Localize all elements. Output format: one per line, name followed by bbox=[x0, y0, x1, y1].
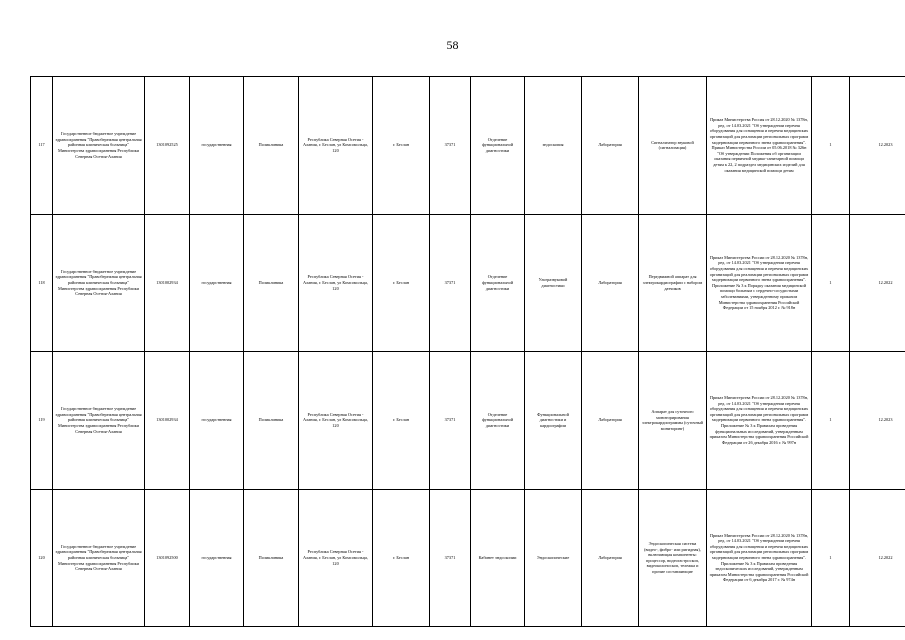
facility-type: Поликлиника bbox=[244, 352, 299, 490]
ogrn-code: 1301002934 bbox=[145, 214, 190, 352]
ownership-form: государственная bbox=[190, 214, 244, 352]
legal-basis: Приказ Министерства России от 28.12.2020 № 1378н, ред. от 14.03.2021 "Об утверждении перечня оборудования для оснащения и перечня медицинских организаций для реализации региональных программ модернизации первичного звена здравоохранения". Приложение № 3 к Правилам проведения функциональных исследований, утвержденным приказом Министерства здравоохранения Российской Федерации от 26 декабря 2016 г. № 997н bbox=[707, 352, 812, 490]
row-number: 118 bbox=[31, 214, 53, 352]
legal-basis: Приказ Министерства Россия от 28.12.2020 № 1378н, ред. от 14.03.2021 "Об утверждении перечня оборудования для оснащения и перечня медицинских организаций для реализации региональных программ модернизации первичного звена здравоохранения". Приказ Министерства России от 05.06.2018 № 326н "Об утверждении Положения об организации оказания первичной медико-санитарной помощи детям к 22, 2 подраздел медицинских изделий для оказания медицинской помощи детям bbox=[707, 77, 812, 215]
facility-type: Поликлиника bbox=[244, 77, 299, 215]
legal-basis: Приказ Министерства России от 28.12.2020 № 1378н, ред. от 14.03.2021 "Об утверждении перечня оборудования для оснащения и перечня медицинских организаций для реализации региональных программ модернизации первичного звена здравоохранения". Приложение № 3 к Порядку оказания медицинской помощи больным с сердечно-сосудистыми заболеваниями, утвержденному приказом Министерства здравоохранения Российской Федерации от 15 ноября 2012 г. № 918н bbox=[707, 214, 812, 352]
quantity: 1 bbox=[812, 352, 850, 490]
delivery-date: 12.2022 bbox=[850, 489, 905, 627]
ogrn-code: 1301092525 bbox=[145, 77, 190, 215]
organization-name: Государственное бюджетное учреждение здравоохранения "Правобережная центральная районная клиническая больница" Министерства здравоохранения Республики Северная Осетия-Алания bbox=[53, 77, 145, 215]
oktmo-code: 37371 bbox=[430, 214, 471, 352]
table-row bbox=[31, 352, 905, 490]
row-number: 120 bbox=[31, 489, 53, 627]
specialty: Эндоскопические bbox=[525, 489, 582, 627]
department: Отделение функциональной диагностики bbox=[471, 214, 525, 352]
organization-name: Государственное бюджетное учреждение здравоохранения "Правобережная центральная районная клиническая больница" Министерства здравоохранения Республики Северная Осетия-Алания bbox=[53, 352, 145, 490]
equipment-name: Сигнализатор звуковой (сигнализация) bbox=[639, 77, 707, 215]
specialty: Ультразвуковой диагностики bbox=[525, 214, 582, 352]
table-row bbox=[31, 489, 905, 627]
oktmo-code: 37371 bbox=[430, 352, 471, 490]
page-number: 58 bbox=[446, 38, 459, 52]
facility-type: Поликлиника bbox=[244, 489, 299, 627]
organization-name: Государственное бюджетное учреждение здравоохранения "Правобережная центральная районная клиническая больница" Министерства здравоохранения Республики Северная Осетия-Алания bbox=[53, 214, 145, 352]
city: г. Беслан bbox=[373, 77, 430, 215]
city: г. Беслан bbox=[373, 214, 430, 352]
facility-address: Республика Северная Осетия - Алания, г. Беслан, ул Комсомольца, 120 bbox=[299, 214, 373, 352]
quantity: 1 bbox=[812, 489, 850, 627]
department: Кабинет эндоскопии bbox=[471, 489, 525, 627]
lab-type: Лаборатория bbox=[582, 352, 639, 490]
ownership-form: государственная bbox=[190, 352, 244, 490]
lab-type: Лаборатория bbox=[582, 214, 639, 352]
ogrn-code: 1301092500 bbox=[145, 489, 190, 627]
ownership-form: государственная bbox=[190, 77, 244, 215]
equipment-name: Аппарат для суточного мониторирования электрокардиограммы (суточный мониторинг) bbox=[639, 352, 707, 490]
row-number: 117 bbox=[31, 77, 53, 215]
specialty: Функциональной диагностики и кардиографии bbox=[525, 352, 582, 490]
lab-type: Лаборатория bbox=[582, 77, 639, 215]
oktmo-code: 37371 bbox=[430, 489, 471, 627]
organization-name: Государственное бюджетное учреждение здравоохранения "Правобережная центральная районная клиническая больница" Министерства здравоохранения Республики Северная Осетия-Алания bbox=[53, 489, 145, 627]
quantity: 1 bbox=[812, 77, 850, 215]
oktmo-code: 37371 bbox=[430, 77, 471, 215]
delivery-date: 12.2023 bbox=[850, 352, 905, 490]
department: Отделение функциональной диагностики bbox=[471, 77, 525, 215]
specialty: эндоскопия bbox=[525, 77, 582, 215]
table-row bbox=[31, 77, 905, 215]
facility-address: Республика Северная Осетия - Алания, г. Беслан, ул Комсомольца, 120 bbox=[299, 352, 373, 490]
facility-type: Поликлиника bbox=[244, 214, 299, 352]
ownership-form: государственная bbox=[190, 489, 244, 627]
equipment-name: Передвижной аппарат для электрокардиографии с набором датчиков bbox=[639, 214, 707, 352]
lab-type: Лаборатория bbox=[582, 489, 639, 627]
quantity: 1 bbox=[812, 214, 850, 352]
facility-address: Республика Северная Осетия - Алания, г. Беслан, ул Комсомольца, 120 bbox=[299, 77, 373, 215]
delivery-date: 12.2022 bbox=[850, 214, 905, 352]
delivery-date: 12.2023 bbox=[850, 77, 905, 215]
ogrn-code: 1301002934 bbox=[145, 352, 190, 490]
facility-address: Республика Северная Осетия - Алания, г. Беслан, ул Комсомольца, 120 bbox=[299, 489, 373, 627]
city: г. Беслан bbox=[373, 352, 430, 490]
equipment-table bbox=[30, 76, 905, 627]
department: Отделение функциональной диагностики bbox=[471, 352, 525, 490]
city: г. Беслан bbox=[373, 489, 430, 627]
legal-basis: Приказ Министерства России от 28.12.2020 № 1378н, ред. от 14.03.2021 "Об утверждении перечня оборудования для оснащения и перечня медицинских организаций для реализации региональных программ модернизации первичного звена здравоохранения". Приложение № 3 к Правилам проведения эндоскопических исследований, утвержденным приказом Министерства здравоохранения Российской Федерации от 6 декабря 2017 г. № 974н bbox=[707, 489, 812, 627]
table-row bbox=[31, 214, 905, 352]
equipment-name: Эндоскопическая система (видео-, фибро- или ригидная), включающая компоненты: процессор, видеогастроскоп, видеоколоноскоп, тележка и прочие составляющие bbox=[639, 489, 707, 627]
row-number: 119 bbox=[31, 352, 53, 490]
